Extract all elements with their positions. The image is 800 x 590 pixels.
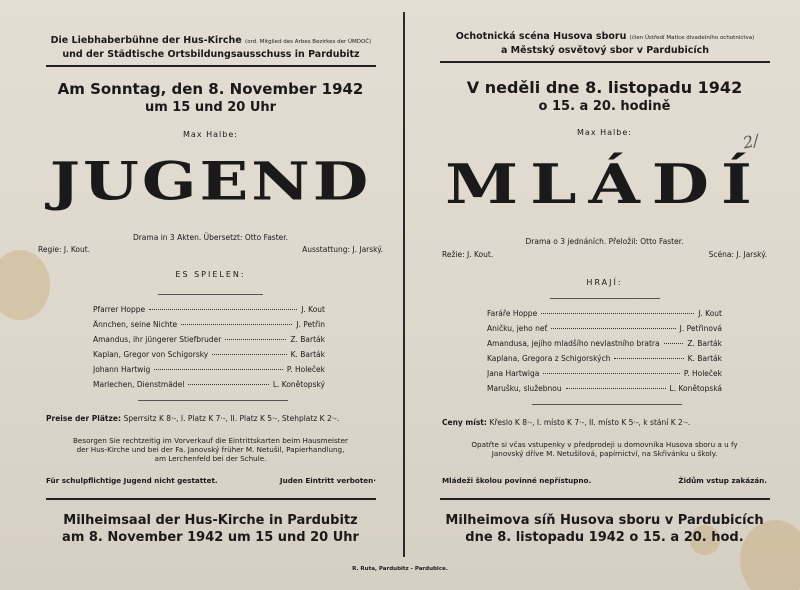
cast-row (93, 335, 325, 350)
play-title: MLÁDÍ (445, 152, 764, 217)
organizer-line-2: und der Städtische Ortsbildungsausschuss in Pardubitz (62, 49, 360, 60)
center-divider (403, 12, 405, 557)
performance-time: o 15. a 20. hodině (538, 99, 671, 114)
credits (442, 250, 767, 259)
cast-actor: Z. Barták (687, 339, 722, 348)
handwritten-mark: 2/ (741, 130, 761, 153)
ticket-prices (442, 418, 787, 427)
cast-row (487, 369, 722, 384)
cast-role: Kaplana, Gregora z Schigorských (487, 354, 611, 363)
cast-role: Amandusa, jejího mladšího nevlastního bratra (487, 339, 660, 348)
venue-line-2: dne 8. listopadu 1942 o 15. a 20. hod. (465, 530, 744, 545)
play-subtitle: Drama in 3 Akten. Übersetzt: Otto Faster. (132, 233, 289, 242)
czech-column (432, 0, 777, 590)
organizer-line-1 (46, 34, 376, 49)
cast-actor: L. Konětopská (669, 384, 722, 393)
prices-values: Křeslo K 8·-, I. místo K 7·-, II. místo K 5·-, k stání K 2·-. (489, 418, 691, 427)
footer-rule (440, 498, 770, 500)
play-title: JUGEND (49, 151, 372, 213)
organizer-note: (ord. Mitglied des Arbes Bezirkes der ÚMDOČ) (245, 39, 372, 45)
jews-restriction: Juden Eintritt verboten· (279, 476, 376, 485)
note-line: Janovský dříve M. Netušilová, papírnictví, na Skřivánku u školy. (491, 449, 718, 458)
cast-row (93, 350, 325, 365)
set-design: Ausstattung: J. Jarský. (302, 245, 383, 254)
cast-row (487, 354, 722, 369)
german-column (38, 0, 383, 590)
organizer-name: Ochotnická scéna Husova sboru (455, 31, 627, 42)
cast-role: Faráře Hoppe (487, 309, 538, 318)
prices-label: Ceny míst: (442, 418, 487, 427)
presale-note (38, 436, 383, 463)
cast-actor: J. Petřin (296, 320, 325, 329)
restrictions (46, 476, 376, 485)
note-line: der Hus-Kirche und bei der Fa. Janovský früher M. Netušil, Papierhandlung, (76, 445, 345, 454)
ticket-prices (46, 414, 391, 423)
cast-row (93, 320, 325, 335)
cast-row (93, 365, 325, 380)
cast-role: Marlechen, Dienstmädel (93, 380, 185, 389)
cast-end-rule (138, 400, 288, 401)
footer-rule (46, 498, 376, 500)
jews-restriction: Židům vstup zakázán. (678, 476, 767, 485)
cast-rule (158, 294, 263, 295)
cast-actor: K. Barták (687, 354, 722, 363)
cast-role: Aničku, jeho neť (487, 324, 548, 333)
cast-row (487, 384, 722, 399)
note-line: am Lerchenfeld bei der Schule. (154, 454, 267, 463)
performance-date: Am Sonntag, den 8. November 1942 (57, 80, 364, 98)
cast-actor: J. Kout (301, 305, 325, 314)
organizer-line-1 (440, 30, 770, 45)
cast-actor: K. Barták (290, 350, 325, 359)
cast-heading: HRAJÍ: (586, 278, 623, 287)
author: Max Halbe: (577, 128, 632, 137)
play-subtitle: Drama o 3 jednáních. Přeložil: Otto Faster. (525, 237, 684, 246)
cast-end-rule (532, 404, 682, 405)
cast-actor: L. Konětopský (272, 380, 325, 389)
cast-row (93, 305, 325, 320)
venue-line-1: Milheimova síň Husova sboru v Pardubicích (445, 513, 764, 528)
cast-row (93, 380, 325, 395)
director: Regie: J. Kout. (38, 245, 91, 254)
venue-line-2: am 8. November 1942 um 15 und 20 Uhr (62, 530, 359, 545)
cast-role: Jana Hartwiga (487, 369, 540, 378)
organizer-note: (člen Ústředí Matice divadelního ochotnictva) (629, 35, 755, 41)
youth-restriction: Mládeži školou povinné nepřístupno. (442, 476, 592, 485)
organizer-line-2: a Městský osvětový sbor v Pardubicích (500, 45, 710, 56)
note-line: Besorgen Sie rechtzeitig im Vorverkauf die Eintrittskarten beim Hausmeister (73, 436, 348, 445)
set-design: Scéna: J. Jarský. (708, 250, 767, 259)
header-rule (46, 65, 376, 67)
cast-row (487, 309, 722, 324)
youth-restriction: Für schulpflichtige Jugend nicht gestattet. (46, 476, 218, 485)
cast-role: Amandus, ihr jüngerer Stiefbruder (93, 335, 222, 344)
cast-role: Johann Hartwig (93, 365, 151, 374)
organizer-name: Die Liebhaberbühne der Hus-Kirche (50, 35, 242, 46)
restrictions (442, 476, 767, 485)
performance-date: V neděli dne 8. listopadu 1942 (466, 78, 743, 97)
cast-heading: ES SPIELEN: (175, 270, 246, 279)
cast-row (487, 339, 722, 354)
cast-actor: P. Holeček (683, 369, 722, 378)
header-rule (440, 61, 770, 63)
cast-actor: Z. Barták (290, 335, 325, 344)
director: Režie: J. Kout. (442, 250, 494, 259)
cast-role: Kaplan, Gregor von Schigorsky (93, 350, 209, 359)
cast-role: Pfarrer Hoppe (93, 305, 146, 314)
cast-actor: J. Kout (698, 309, 722, 318)
presale-note (432, 440, 777, 458)
printer-credit: R. Ruta, Pardubitz - Pardubice. (352, 566, 448, 572)
note-line: Opatřte si včas vstupenky v předprodeji u domovníka Husova sboru a u fy (471, 440, 738, 449)
author: Max Halbe: (183, 130, 238, 139)
venue-line-1: Milheimsaal der Hus-Kirche in Pardubitz (63, 513, 358, 528)
cast-rule (550, 298, 660, 299)
prices-label: Preise der Plätze: (46, 414, 121, 423)
cast-role: Marušku, služebnou (487, 384, 562, 393)
cast-list (487, 309, 722, 399)
cast-list (93, 305, 325, 395)
cast-role: Ännchen, seine Nichte (93, 320, 178, 329)
prices-values: Sperrsitz K 8·-, I. Platz K 7·-, II. Platz K 5·-, Stehplatz K 2·-. (123, 414, 340, 423)
performance-time: um 15 und 20 Uhr (144, 100, 277, 115)
cast-actor: J. Petřinová (679, 324, 722, 333)
credits (38, 245, 383, 254)
cast-actor: P. Holeček (286, 365, 325, 374)
cast-row (487, 324, 722, 339)
